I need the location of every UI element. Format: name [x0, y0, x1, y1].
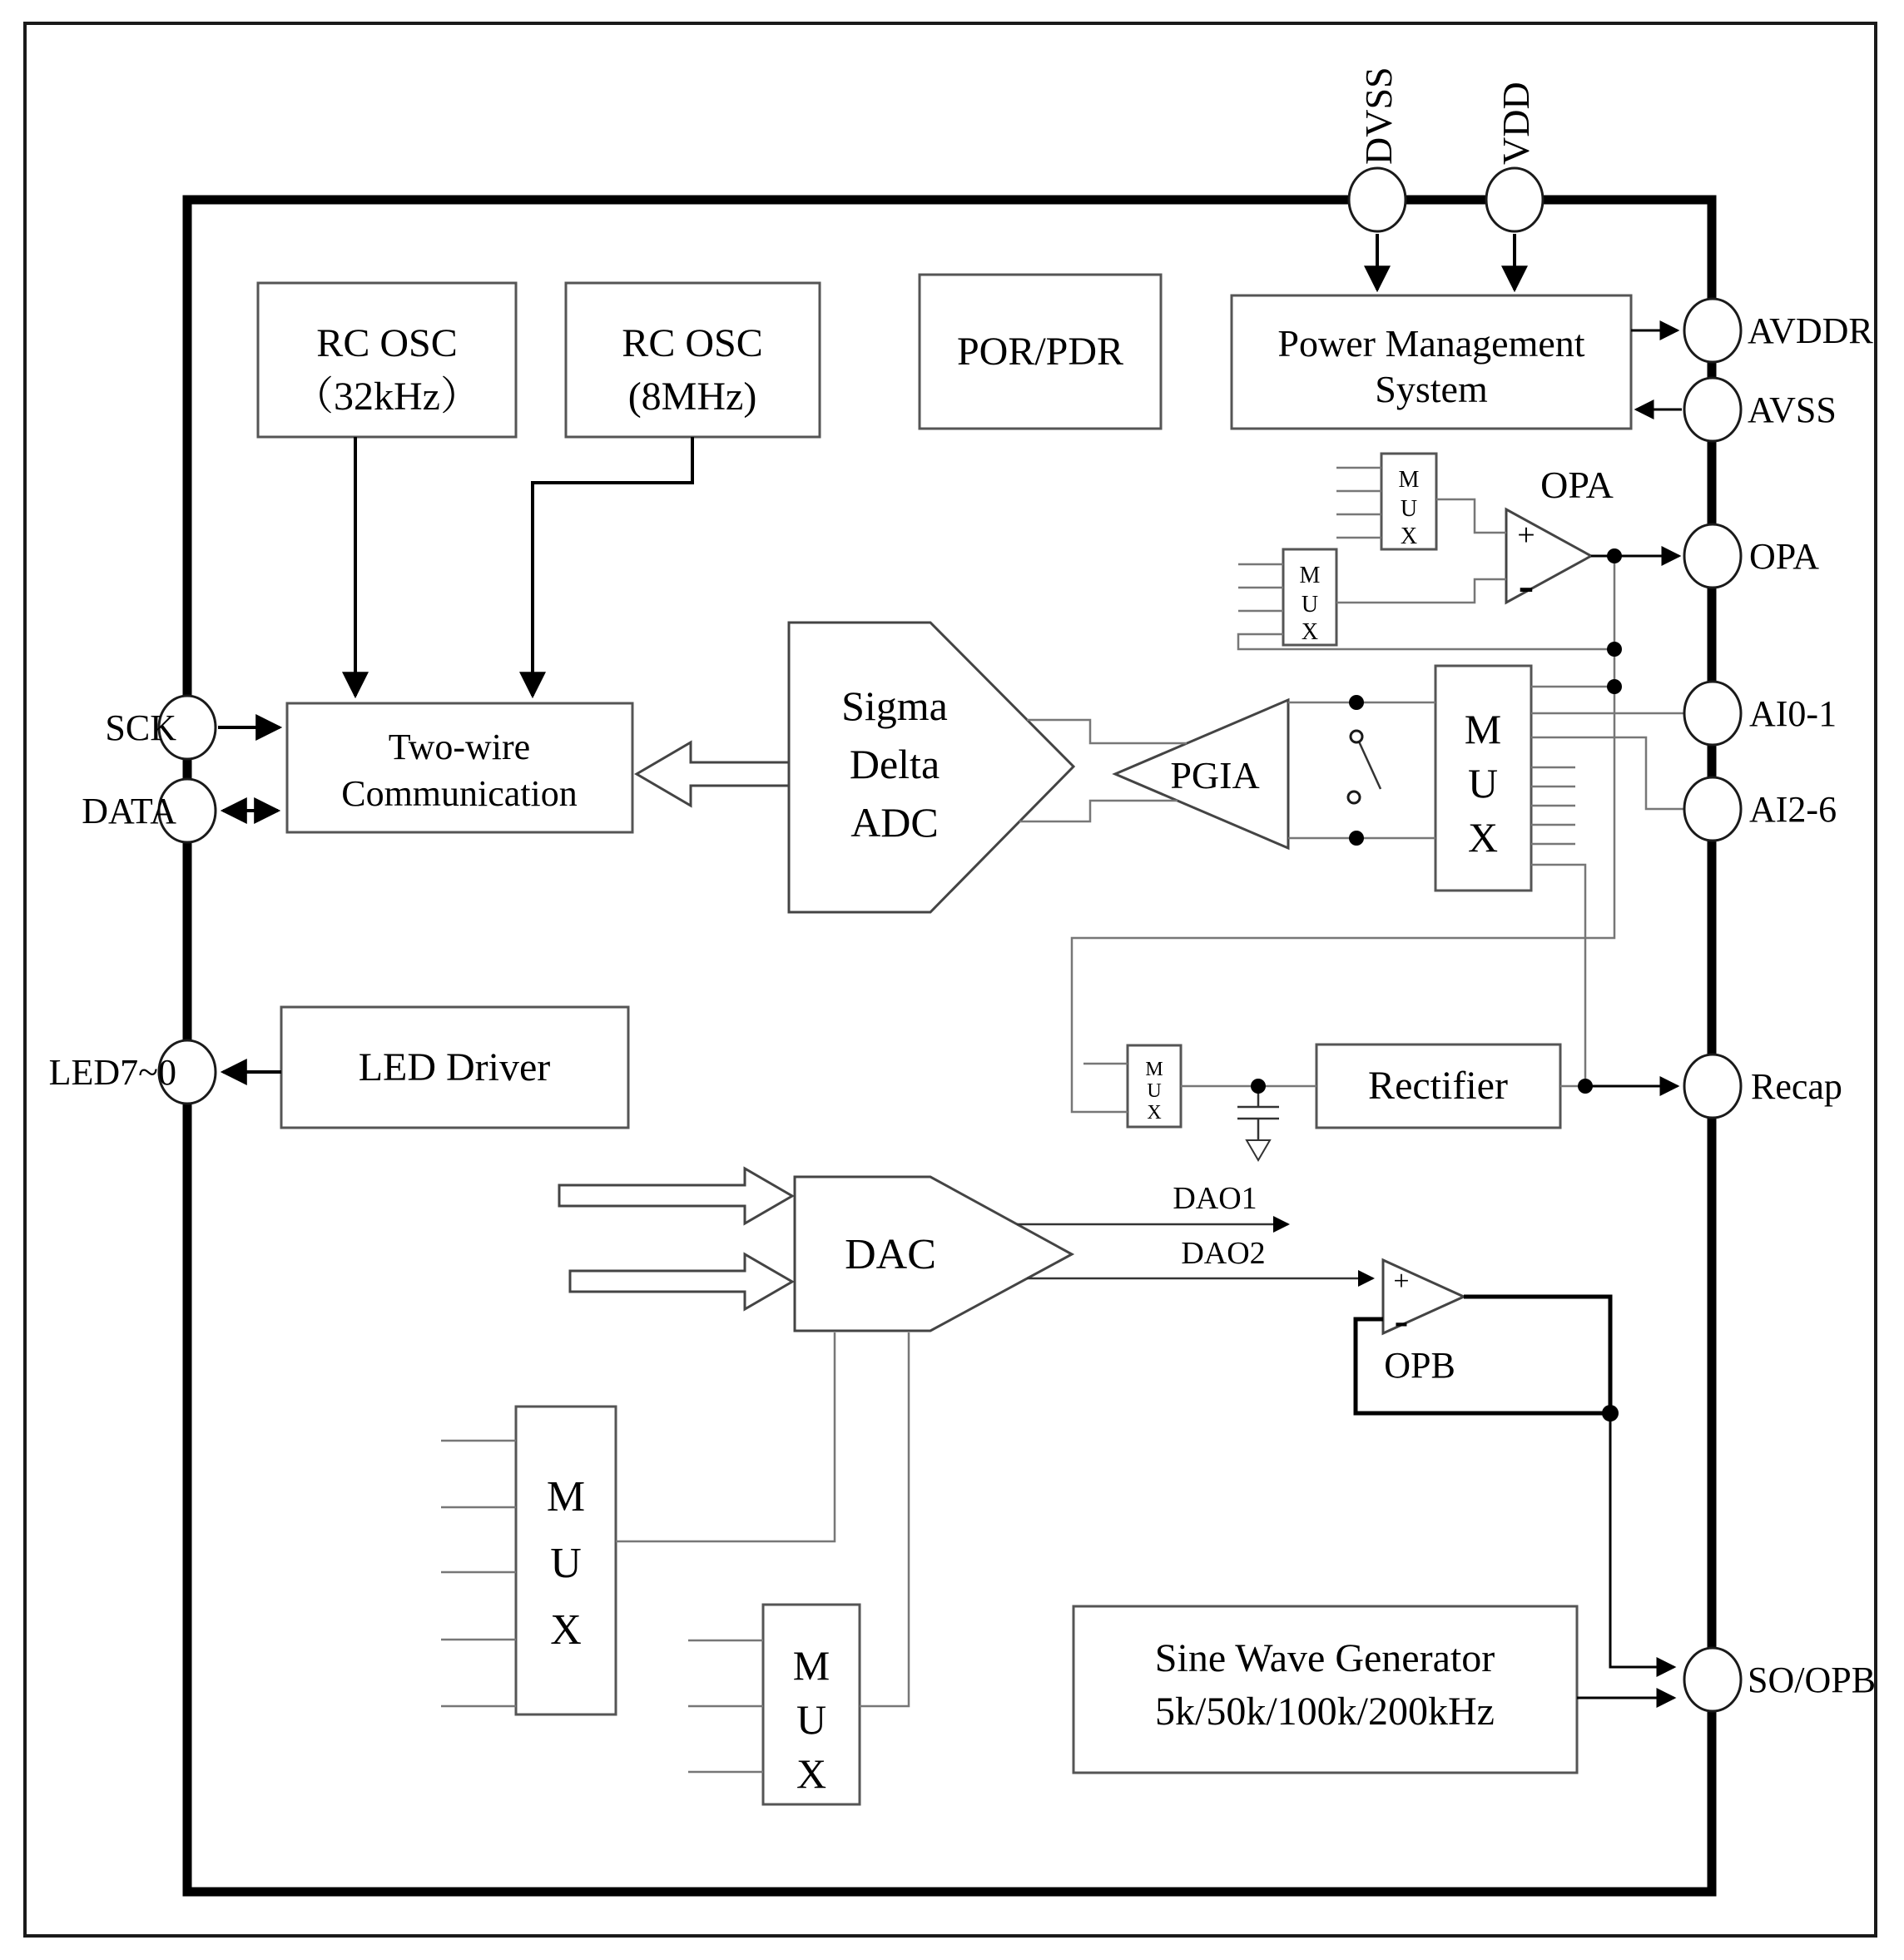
- power-mgmt-label-1: Power Management: [1277, 322, 1585, 365]
- mux-letter: X: [1301, 619, 1319, 645]
- pin-recap: [1684, 1054, 1741, 1118]
- dac-label: DAC: [845, 1231, 936, 1278]
- mux-letter: X: [1400, 523, 1418, 549]
- capacitor: [1237, 1086, 1279, 1140]
- switch-contact-bottom: [1348, 791, 1360, 803]
- wire-dacmux2-to-dac: [860, 1332, 909, 1706]
- mux-letter: U: [1467, 760, 1499, 806]
- two-wire-label-1: Two-wire: [388, 727, 531, 767]
- adc-pgia-step-wire-top: [1027, 720, 1187, 743]
- mux-letter: M: [546, 1473, 586, 1521]
- wire-mux-b-to-opa-minus: [1336, 579, 1506, 603]
- mux-letter: M: [1464, 706, 1502, 752]
- pin-label-data: DATA: [82, 791, 176, 831]
- dac-mux-2-input-stubs: [688, 1640, 763, 1772]
- adc-label-1: Sigma: [841, 682, 948, 729]
- pin-label-ai2-6: AI2-6: [1749, 789, 1837, 830]
- pin-label-avddr: AVDDR: [1748, 310, 1873, 351]
- mux-letter: M: [1145, 1059, 1163, 1080]
- pin-label-avss: AVSS: [1748, 390, 1837, 430]
- wire-dacmux1-to-dac: [616, 1332, 835, 1541]
- opa-amp-label: OPA: [1540, 464, 1614, 506]
- junction-dot: [1607, 642, 1622, 657]
- opa-mux-a-input-stubs: [1336, 468, 1381, 538]
- dao2-label: DAO2: [1181, 1236, 1266, 1271]
- junction-dot: [1578, 1079, 1593, 1094]
- pin-label-sck: SCK: [105, 707, 176, 748]
- mux-letter: M: [1299, 563, 1321, 588]
- pin-dvss: [1349, 168, 1406, 231]
- pin-so-opb: [1684, 1648, 1741, 1711]
- led-driver-label: LED Driver: [358, 1045, 551, 1089]
- adc-to-twowire-block-arrow: [637, 742, 789, 806]
- adc-pgia-step-wire-bottom: [1019, 801, 1178, 821]
- dao1-label: DAO1: [1173, 1181, 1257, 1216]
- two-wire-label-2: Communication: [341, 773, 578, 814]
- mux-letter: U: [1301, 592, 1319, 618]
- rc-osc-8m-label-1: RC OSC: [622, 321, 763, 365]
- switch-lever: [1359, 742, 1381, 789]
- wire-opb-to-so-pin: [1610, 1413, 1674, 1667]
- rc-osc-32k-label-2: （32kHz）: [294, 375, 480, 419]
- dac-input-block-arrow-1: [559, 1169, 792, 1223]
- rc-osc-32k-label-1: RC OSC: [316, 321, 458, 365]
- mux-letter: X: [1147, 1102, 1162, 1124]
- mux-letter: U: [1147, 1080, 1162, 1102]
- wire-opa-node-to-rectifier-mux: [1072, 556, 1614, 1112]
- junction-dot: [1349, 695, 1364, 710]
- wire-mux-a-to-opa-plus: [1436, 499, 1506, 533]
- dac-mux-1-input-stubs: [441, 1441, 516, 1706]
- junction-dot: [1251, 1079, 1266, 1094]
- adc-label-3: ADC: [850, 799, 939, 846]
- mux-letter: X: [796, 1750, 827, 1797]
- por-pdr-label: POR/PDR: [956, 330, 1124, 374]
- pin-label-recap: Recap: [1751, 1066, 1842, 1107]
- pin-opa: [1684, 524, 1741, 588]
- mux-letter: M: [1398, 467, 1420, 493]
- junction-dot: [1602, 1405, 1619, 1422]
- opa-mux-b-input-stubs: [1238, 564, 1283, 611]
- ground-symbol: [1247, 1140, 1270, 1160]
- mux-unused-stubs: [1531, 767, 1575, 844]
- power-mgmt-label-2: System: [1375, 368, 1488, 410]
- pin-label-ai0-1: AI0-1: [1749, 693, 1837, 734]
- pin-avss: [1684, 378, 1741, 441]
- junction-dot: [1607, 548, 1622, 563]
- pin-label-opa: OPA: [1749, 536, 1819, 577]
- adc-label-2: Delta: [849, 741, 940, 787]
- opa-plus-sign: +: [1517, 518, 1535, 553]
- mux-letter: X: [1467, 814, 1499, 861]
- switch-contact-top: [1351, 731, 1362, 742]
- pin-ai2-6: [1684, 777, 1741, 841]
- pgia-label: PGIA: [1170, 754, 1260, 796]
- mux-letter: U: [1400, 496, 1418, 522]
- pin-label-led7-0: LED7~0: [48, 1052, 176, 1093]
- mux-letter: X: [550, 1606, 582, 1654]
- junction-dot: [1607, 679, 1622, 694]
- opb-amp-label: OPB: [1384, 1345, 1455, 1386]
- wire-rc8m-to-twowire: [533, 437, 692, 696]
- mux-letter: U: [550, 1540, 582, 1587]
- junction-dot: [1349, 831, 1364, 846]
- pin-label-dvss: DVSS: [1357, 67, 1400, 165]
- wire-mux-to-ai26: [1531, 737, 1683, 809]
- opb-minus-sign: -: [1394, 1297, 1409, 1343]
- rc-osc-8m-label-2: (8MHz): [627, 375, 757, 419]
- opa-minus-sign: -: [1518, 560, 1535, 612]
- rectifier-label: Rectifier: [1368, 1064, 1508, 1108]
- mux-letter: M: [792, 1642, 831, 1689]
- mux-letter: U: [796, 1696, 827, 1743]
- pin-vdd: [1486, 168, 1543, 231]
- sine-gen-label-1: Sine Wave Generator: [1154, 1636, 1495, 1680]
- dac-input-block-arrow-2: [570, 1254, 792, 1309]
- pin-avddr: [1684, 299, 1741, 362]
- sine-gen-label-2: 5k/50k/100k/200kHz: [1155, 1690, 1495, 1734]
- opb-plus-sign: +: [1393, 1266, 1410, 1297]
- pin-label-vdd: VDD: [1495, 82, 1537, 165]
- pin-ai0-1: [1684, 682, 1741, 745]
- pin-label-so-opb: SO/OPB: [1748, 1660, 1877, 1700]
